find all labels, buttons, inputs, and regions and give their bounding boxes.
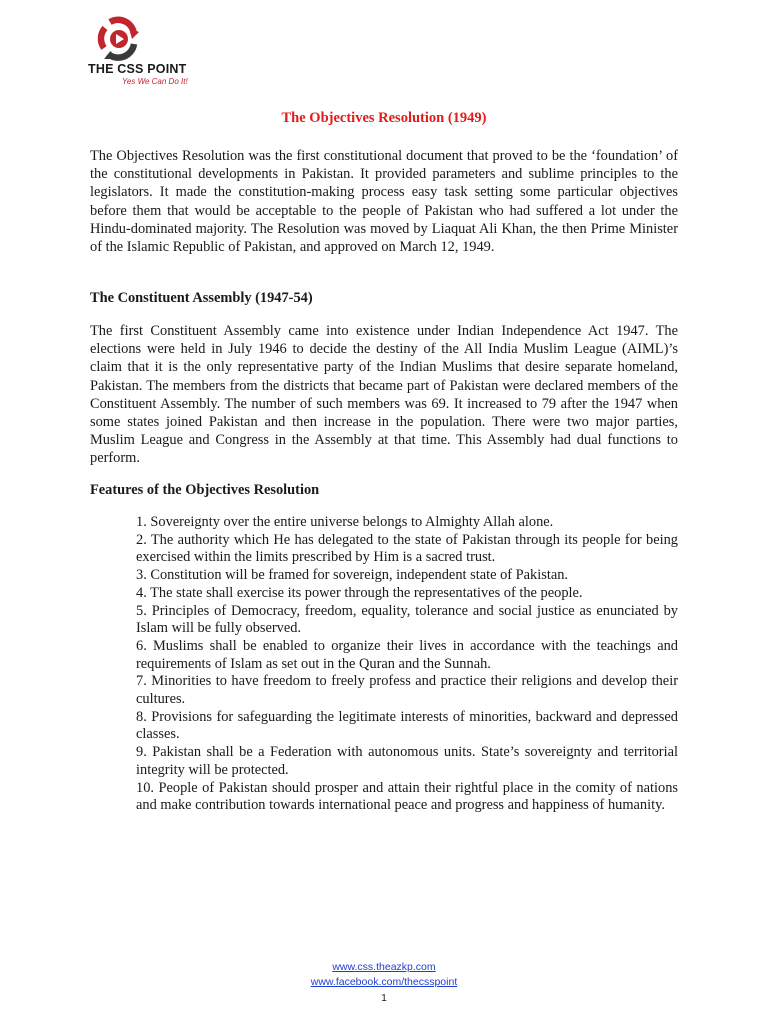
logo-tagline: Yes We Can Do It! bbox=[122, 77, 188, 86]
footer-facebook bbox=[0, 976, 768, 988]
assembly-heading: The Constituent Assembly (1947-54) bbox=[90, 290, 313, 306]
feature-item: 4. The state shall exercise its power through the representatives of the people. bbox=[136, 584, 583, 601]
footer-website bbox=[0, 961, 768, 973]
assembly-paragraph: The first Constituent Assembly came into existence under Indian Independence Act 1947. The elections were held in July 1946 to decide the destiny of the All India Muslim League (AIML)’s claim that it is the only representative party of the Indian Muslims that desire separate homeland, Pakistan. The members from the districts that became part of Pakistan were declared members of the Constituent Assembly. The number of such members was 69. It increased to 79 after the 1947 when some states joined Pakistan and then increase in the population. There were two major parties, Muslim League and Congress in the Assembly at that time. This Assembly had dual functions to perform. bbox=[90, 323, 678, 467]
website-link[interactable]: www.css.theazkp.com bbox=[332, 961, 436, 973]
page-number: 1 bbox=[381, 993, 387, 1004]
feature-item: 7. Minorities to have freedom to freely profess and practice their religions and develop their cultures. bbox=[136, 673, 678, 708]
feature-item: 3. Constitution will be framed for sovereign, independent state of Pakistan. bbox=[136, 567, 569, 584]
feature-item: 10. People of Pakistan should prosper and attain their rightful place in the comity of nations and make contribution towards international peace and progress and happiness of humanity. bbox=[136, 779, 678, 814]
feature-item: 5. Principles of Democracy, freedom, equality, tolerance and social justice as enunciated by Islam will be fully observed. bbox=[136, 602, 678, 637]
css-point-logo-icon bbox=[96, 14, 140, 64]
feature-item: 1. Sovereignty over the entire universe belongs to Almighty Allah alone. bbox=[136, 514, 554, 530]
facebook-link[interactable]: www.facebook.com/thecsspoint bbox=[310, 976, 458, 988]
feature-item: 8. Provisions for safeguarding the legitimate interests of minorities, backward and depressed classes. bbox=[136, 708, 678, 743]
document-title: The Objectives Resolution (1949) bbox=[281, 110, 487, 126]
intro-paragraph: The Objectives Resolution was the first constitutional document that proved to be the ‘foundation’ of the constitutional developments in Pakistan. It provided parameters and sublime principles to the legislators. It made the constitution-making process easy task setting some particular objectives before them that would be acceptable to the people of Pakistan who had suffered a lot under the Hindu-dominated majority. The Resolution was moved by Liaquat Ali Khan, the then Prime Minister of the Islamic Republic of Pakistan, and approved on March 12, 1949. bbox=[90, 148, 678, 256]
feature-item: 6. Muslims shall be enabled to organize their lives in accordance with the teachings and requirements of Islam as set out in the Quran and the Sunnah. bbox=[136, 637, 678, 672]
feature-item: 9. Pakistan shall be a Federation with autonomous units. State’s sovereignty and territorial integrity will be protected. bbox=[136, 744, 678, 778]
features-list bbox=[136, 514, 678, 815]
feature-item: 2. The authority which He has delegated to the state of Pakistan through its people for being exercised within the limits prescribed by Him is a sacred trust. bbox=[136, 531, 678, 566]
brand-logo bbox=[88, 14, 198, 90]
features-heading: Features of the Objectives Resolution bbox=[90, 482, 320, 498]
logo-name: THE CSS POINT bbox=[88, 62, 187, 76]
